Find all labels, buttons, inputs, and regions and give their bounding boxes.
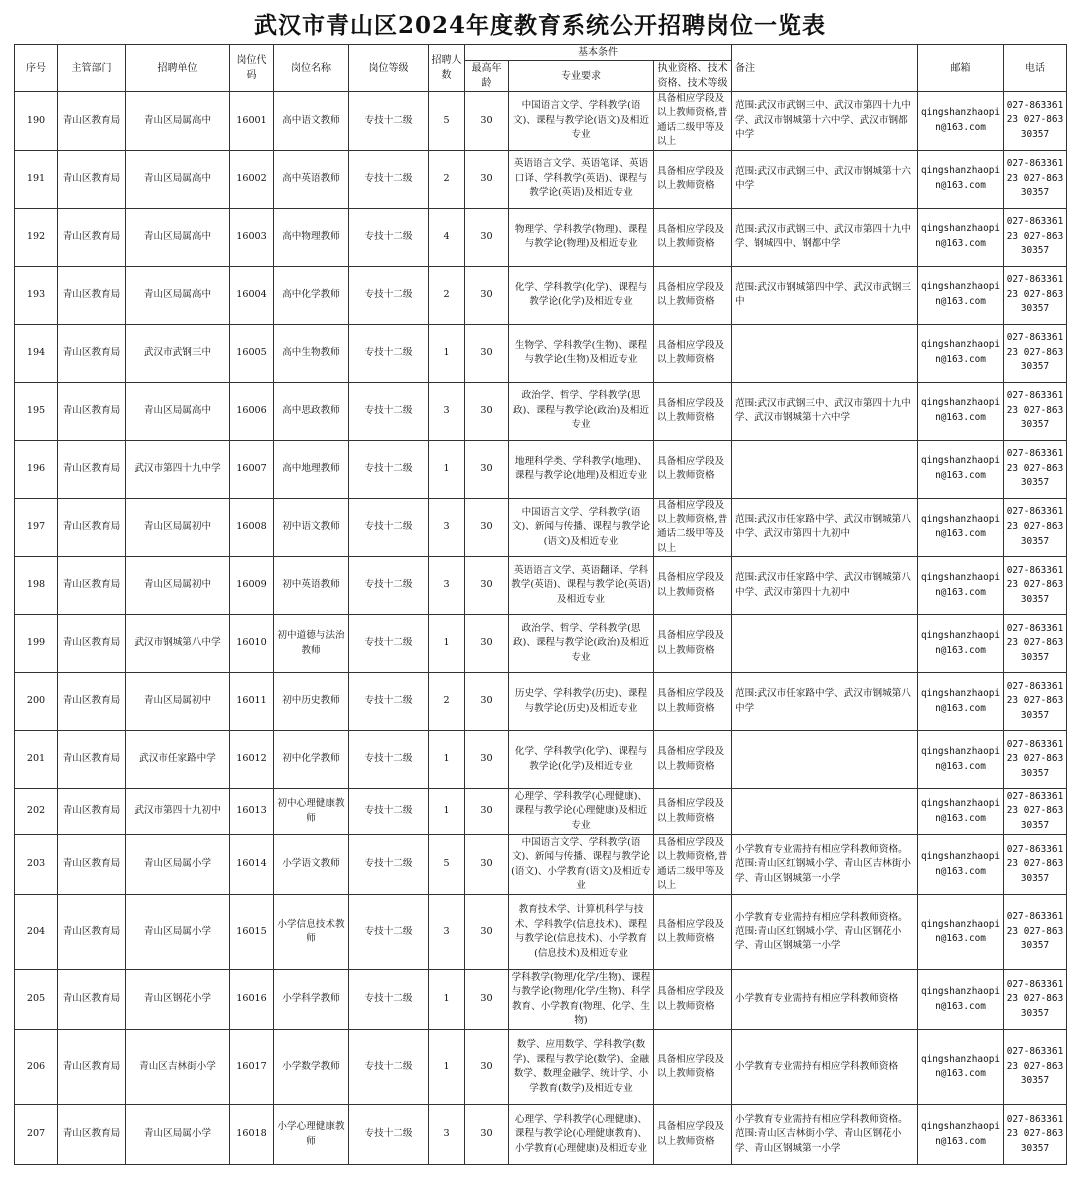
- cell-note: 范围:武汉市任家路中学、武汉市钢城第八中学: [732, 673, 918, 731]
- cell-unit: 青山区吉林街小学: [126, 1030, 230, 1105]
- cell-qual: 具备相应学段及以上教师资格: [654, 557, 732, 615]
- header-qual: 执业资格、技术资格、技术等级: [654, 61, 732, 92]
- cell-email: qingshanzhaopin@163.com: [918, 1105, 1004, 1165]
- header-basic: 基本条件: [465, 45, 732, 61]
- cell-email: qingshanzhaopin@163.com: [918, 673, 1004, 731]
- header-dept: 主管部门: [58, 45, 126, 92]
- table-row: [15, 92, 1067, 151]
- table-row: [15, 266, 1067, 324]
- header-note: 备注: [732, 45, 918, 92]
- cell-post: 高中物理教师: [274, 208, 349, 266]
- cell-dept: 青山区教育局: [58, 1030, 126, 1105]
- cell-dept: 青山区教育局: [58, 1105, 126, 1165]
- cell-email: qingshanzhaopin@163.com: [918, 970, 1004, 1030]
- cell-qual: 具备相应学段及以上教师资格: [654, 615, 732, 673]
- cell-count: 1: [429, 1030, 465, 1105]
- table-row: [15, 557, 1067, 615]
- cell-seq: 196: [15, 440, 58, 498]
- header-phone: 电话: [1004, 45, 1067, 92]
- cell-note: 小学教育专业需持有相应学科教师资格。范围:青山区吉林街小学、青山区钢花小学、青山区钢城第一小学: [732, 1105, 918, 1165]
- header-email: 邮箱: [918, 45, 1004, 92]
- cell-major: 化学、学科教学(化学)、课程与教学论(化学)及相近专业: [509, 266, 654, 324]
- cell-major: 教育技术学、计算机科学与技术、学科教学(信息技术)、课程与教学论(信息技术)、小学教育(信息技术)及相近专业: [509, 895, 654, 970]
- cell-major: 地理科学类、学科教学(地理)、课程与教学论(地理)及相近专业: [509, 440, 654, 498]
- cell-unit: 武汉市任家路中学: [126, 731, 230, 789]
- cell-email: qingshanzhaopin@163.com: [918, 498, 1004, 557]
- cell-seq: 194: [15, 324, 58, 382]
- cell-count: 2: [429, 266, 465, 324]
- cell-email: qingshanzhaopin@163.com: [918, 324, 1004, 382]
- cell-post: 小学科学教师: [274, 970, 349, 1030]
- cell-unit: 青山区局属高中: [126, 208, 230, 266]
- cell-note: [732, 789, 918, 835]
- table-row: [15, 208, 1067, 266]
- table-row: [15, 731, 1067, 789]
- cell-seq: 193: [15, 266, 58, 324]
- table-header: [15, 45, 1067, 92]
- cell-post: 高中地理教师: [274, 440, 349, 498]
- cell-count: 1: [429, 440, 465, 498]
- document-title: 武汉市青山区2024年度教育系统公开招聘岗位一览表: [253, 12, 826, 39]
- cell-post: 初中心理健康教师: [274, 789, 349, 835]
- cell-age: 30: [465, 498, 509, 557]
- cell-email: qingshanzhaopin@163.com: [918, 835, 1004, 895]
- cell-seq: 197: [15, 498, 58, 557]
- cell-email: qingshanzhaopin@163.com: [918, 208, 1004, 266]
- table-row: [15, 324, 1067, 382]
- table-row: [15, 673, 1067, 731]
- cell-email: qingshanzhaopin@163.com: [918, 382, 1004, 440]
- cell-level: 专技十二级: [349, 266, 429, 324]
- cell-note: [732, 324, 918, 382]
- table-row: [15, 498, 1067, 557]
- cell-note: 范围:武汉市武钢三中、武汉市钢城第十六中学: [732, 150, 918, 208]
- table-body: [15, 92, 1067, 1165]
- cell-level: 专技十二级: [349, 789, 429, 835]
- cell-age: 30: [465, 673, 509, 731]
- cell-phone: 027-86336123 027-86330357: [1004, 1030, 1067, 1105]
- cell-major: 政治学、哲学、学科教学(思政)、课程与教学论(政治)及相近专业: [509, 615, 654, 673]
- cell-dept: 青山区教育局: [58, 673, 126, 731]
- cell-code: 16013: [230, 789, 274, 835]
- cell-seq: 199: [15, 615, 58, 673]
- cell-note: 范围:武汉市武钢三中、武汉市第四十九中学、武汉市钢城第十六中学、武汉市钢都中学: [732, 92, 918, 151]
- cell-major: 中国语言文学、学科教学(语文)、新闻与传播、课程与教学论(语文)及相近专业: [509, 498, 654, 557]
- cell-level: 专技十二级: [349, 1030, 429, 1105]
- cell-phone: 027-86336123 027-86330357: [1004, 324, 1067, 382]
- cell-major: 中国语言文学、学科教学(语文)、新闻与传播、课程与教学论(语文)、小学教育(语文)及相近专业: [509, 835, 654, 895]
- cell-post: 初中道德与法治教师: [274, 615, 349, 673]
- cell-age: 30: [465, 895, 509, 970]
- cell-note: [732, 615, 918, 673]
- table-row: [15, 615, 1067, 673]
- cell-dept: 青山区教育局: [58, 440, 126, 498]
- cell-email: qingshanzhaopin@163.com: [918, 615, 1004, 673]
- cell-dept: 青山区教育局: [58, 970, 126, 1030]
- header-unit: 招聘单位: [126, 45, 230, 92]
- cell-phone: 027-86336123 027-86330357: [1004, 208, 1067, 266]
- cell-unit: 青山区局属小学: [126, 1105, 230, 1165]
- cell-age: 30: [465, 615, 509, 673]
- cell-count: 2: [429, 150, 465, 208]
- cell-count: 1: [429, 731, 465, 789]
- cell-major: 心理学、学科教学(心理健康)、课程与教学论(心理健康教育)、小学教育(心理健康)及相近专业: [509, 1105, 654, 1165]
- cell-dept: 青山区教育局: [58, 382, 126, 440]
- cell-level: 专技十二级: [349, 382, 429, 440]
- cell-code: 16014: [230, 835, 274, 895]
- cell-qual: 具备相应学段及以上教师资格: [654, 789, 732, 835]
- cell-unit: 武汉市第四十九初中: [126, 789, 230, 835]
- cell-unit: 青山区局属高中: [126, 150, 230, 208]
- cell-age: 30: [465, 970, 509, 1030]
- cell-email: qingshanzhaopin@163.com: [918, 557, 1004, 615]
- cell-post: 初中语文教师: [274, 498, 349, 557]
- cell-seq: 198: [15, 557, 58, 615]
- cell-level: 专技十二级: [349, 324, 429, 382]
- cell-email: qingshanzhaopin@163.com: [918, 266, 1004, 324]
- cell-level: 专技十二级: [349, 1105, 429, 1165]
- header-major: 专业要求: [509, 61, 654, 92]
- cell-count: 3: [429, 557, 465, 615]
- cell-unit: 青山区局属初中: [126, 498, 230, 557]
- cell-level: 专技十二级: [349, 150, 429, 208]
- cell-count: 3: [429, 895, 465, 970]
- cell-post: 高中化学教师: [274, 266, 349, 324]
- cell-level: 专技十二级: [349, 498, 429, 557]
- cell-age: 30: [465, 835, 509, 895]
- cell-count: 2: [429, 673, 465, 731]
- cell-phone: 027-86336123 027-86330357: [1004, 382, 1067, 440]
- cell-count: 1: [429, 615, 465, 673]
- table-row: [15, 789, 1067, 835]
- cell-count: 3: [429, 382, 465, 440]
- cell-code: 16018: [230, 1105, 274, 1165]
- cell-note: 小学教育专业需持有相应学科教师资格。范围:青山区红钢城小学、青山区钢花小学、青山区钢城第一小学: [732, 895, 918, 970]
- cell-unit: 青山区局属初中: [126, 557, 230, 615]
- cell-code: 16016: [230, 970, 274, 1030]
- cell-seq: 205: [15, 970, 58, 1030]
- cell-email: qingshanzhaopin@163.com: [918, 895, 1004, 970]
- cell-qual: 具备相应学段及以上教师资格,普通话二级甲等及以上: [654, 92, 732, 151]
- cell-qual: 具备相应学段及以上教师资格,普通话二级甲等及以上: [654, 498, 732, 557]
- cell-dept: 青山区教育局: [58, 324, 126, 382]
- cell-note: 范围:武汉市任家路中学、武汉市钢城第八中学、武汉市第四十九初中: [732, 498, 918, 557]
- cell-code: 16009: [230, 557, 274, 615]
- cell-post: 高中思政教师: [274, 382, 349, 440]
- cell-level: 专技十二级: [349, 557, 429, 615]
- table-row: [15, 440, 1067, 498]
- cell-post: 高中英语教师: [274, 150, 349, 208]
- cell-qual: 具备相应学段及以上教师资格: [654, 324, 732, 382]
- cell-level: 专技十二级: [349, 835, 429, 895]
- cell-dept: 青山区教育局: [58, 731, 126, 789]
- header-post: 岗位名称: [274, 45, 349, 92]
- cell-count: 1: [429, 789, 465, 835]
- cell-count: 5: [429, 835, 465, 895]
- cell-level: 专技十二级: [349, 970, 429, 1030]
- cell-code: 16007: [230, 440, 274, 498]
- cell-dept: 青山区教育局: [58, 835, 126, 895]
- cell-unit: 武汉市武钢三中: [126, 324, 230, 382]
- cell-major: 数学、应用数学、学科教学(数学)、课程与教学论(数学)、金融数学、数理金融学、统计学、小学教育(数学)及相近专业: [509, 1030, 654, 1105]
- cell-seq: 195: [15, 382, 58, 440]
- cell-seq: 201: [15, 731, 58, 789]
- cell-code: 16003: [230, 208, 274, 266]
- table-row: [15, 835, 1067, 895]
- cell-note: 范围:武汉市任家路中学、武汉市钢城第八中学、武汉市第四十九初中: [732, 557, 918, 615]
- header-count: 招聘人数: [429, 45, 465, 92]
- cell-note: 小学教育专业需持有相应学科教师资格: [732, 970, 918, 1030]
- cell-count: 1: [429, 324, 465, 382]
- cell-level: 专技十二级: [349, 895, 429, 970]
- cell-unit: 青山区局属小学: [126, 835, 230, 895]
- cell-dept: 青山区教育局: [58, 615, 126, 673]
- cell-post: 高中语文教师: [274, 92, 349, 151]
- cell-qual: 具备相应学段及以上教师资格: [654, 266, 732, 324]
- cell-unit: 青山区局属高中: [126, 92, 230, 151]
- cell-dept: 青山区教育局: [58, 208, 126, 266]
- cell-note: [732, 440, 918, 498]
- cell-major: 英语语言文学、英语笔译、英语口译、学科教学(英语)、课程与教学论(英语)及相近专业: [509, 150, 654, 208]
- header-seq: 序号: [15, 45, 58, 92]
- cell-email: qingshanzhaopin@163.com: [918, 150, 1004, 208]
- cell-code: 16006: [230, 382, 274, 440]
- cell-unit: 武汉市钢城第八中学: [126, 615, 230, 673]
- cell-unit: 青山区局属初中: [126, 673, 230, 731]
- recruitment-table: [14, 44, 1067, 1165]
- cell-seq: 202: [15, 789, 58, 835]
- cell-email: qingshanzhaopin@163.com: [918, 1030, 1004, 1105]
- cell-level: 专技十二级: [349, 208, 429, 266]
- cell-phone: 027-86336123 027-86330357: [1004, 1105, 1067, 1165]
- table-row: [15, 1105, 1067, 1165]
- cell-code: 16017: [230, 1030, 274, 1105]
- cell-phone: 027-86336123 027-86330357: [1004, 835, 1067, 895]
- cell-level: 专技十二级: [349, 673, 429, 731]
- cell-level: 专技十二级: [349, 615, 429, 673]
- cell-post: 初中英语教师: [274, 557, 349, 615]
- cell-dept: 青山区教育局: [58, 498, 126, 557]
- cell-phone: 027-86336123 027-86330357: [1004, 970, 1067, 1030]
- cell-note: 小学教育专业需持有相应学科教师资格: [732, 1030, 918, 1105]
- cell-qual: 具备相应学段及以上教师资格: [654, 1105, 732, 1165]
- cell-phone: 027-86336123 027-86330357: [1004, 731, 1067, 789]
- cell-note: 范围:武汉市武钢三中、武汉市第四十九中学、钢城四中、钢都中学: [732, 208, 918, 266]
- cell-post: 高中生物教师: [274, 324, 349, 382]
- cell-post: 小学语文教师: [274, 835, 349, 895]
- cell-post: 小学数学教师: [274, 1030, 349, 1105]
- cell-seq: 207: [15, 1105, 58, 1165]
- cell-level: 专技十二级: [349, 440, 429, 498]
- cell-qual: 具备相应学段及以上教师资格: [654, 731, 732, 789]
- cell-dept: 青山区教育局: [58, 266, 126, 324]
- cell-age: 30: [465, 1105, 509, 1165]
- header-level: 岗位等级: [349, 45, 429, 92]
- cell-dept: 青山区教育局: [58, 789, 126, 835]
- cell-age: 30: [465, 557, 509, 615]
- cell-phone: 027-86336123 027-86330357: [1004, 440, 1067, 498]
- cell-unit: 武汉市第四十九中学: [126, 440, 230, 498]
- cell-dept: 青山区教育局: [58, 557, 126, 615]
- table-row: [15, 1030, 1067, 1105]
- cell-code: 16005: [230, 324, 274, 382]
- cell-dept: 青山区教育局: [58, 150, 126, 208]
- header-age: 最高年龄: [465, 61, 509, 92]
- cell-age: 30: [465, 92, 509, 151]
- cell-email: qingshanzhaopin@163.com: [918, 789, 1004, 835]
- table-row: [15, 970, 1067, 1030]
- cell-age: 30: [465, 150, 509, 208]
- cell-phone: 027-86336123 027-86330357: [1004, 615, 1067, 673]
- cell-major: 生物学、学科教学(生物)、课程与教学论(生物)及相近专业: [509, 324, 654, 382]
- cell-phone: 027-86336123 027-86330357: [1004, 673, 1067, 731]
- cell-major: 物理学、学科教学(物理)、课程与教学论(物理)及相近专业: [509, 208, 654, 266]
- cell-count: 1: [429, 970, 465, 1030]
- cell-email: qingshanzhaopin@163.com: [918, 440, 1004, 498]
- cell-seq: 190: [15, 92, 58, 151]
- cell-unit: 青山区局属小学: [126, 895, 230, 970]
- cell-code: 16012: [230, 731, 274, 789]
- cell-code: 16008: [230, 498, 274, 557]
- cell-seq: 206: [15, 1030, 58, 1105]
- cell-qual: 具备相应学段及以上教师资格,普通话二级甲等及以上: [654, 835, 732, 895]
- cell-phone: 027-86336123 027-86330357: [1004, 150, 1067, 208]
- cell-code: 16001: [230, 92, 274, 151]
- cell-qual: 具备相应学段及以上教师资格: [654, 440, 732, 498]
- cell-unit: 青山区局属高中: [126, 382, 230, 440]
- cell-major: 化学、学科教学(化学)、课程与教学论(化学)及相近专业: [509, 731, 654, 789]
- cell-seq: 203: [15, 835, 58, 895]
- cell-unit: 青山区钢花小学: [126, 970, 230, 1030]
- cell-age: 30: [465, 789, 509, 835]
- cell-note: 小学教育专业需持有相应学科教师资格。范围:青山区红钢城小学、青山区吉林街小学、青山区钢城第一小学: [732, 835, 918, 895]
- table-row: [15, 895, 1067, 970]
- cell-code: 16004: [230, 266, 274, 324]
- cell-major: 中国语言文学、学科教学(语文)、课程与教学论(语文)及相近专业: [509, 92, 654, 151]
- cell-qual: 具备相应学段及以上教师资格: [654, 382, 732, 440]
- cell-email: qingshanzhaopin@163.com: [918, 92, 1004, 151]
- cell-seq: 191: [15, 150, 58, 208]
- cell-code: 16015: [230, 895, 274, 970]
- cell-major: 学科教学(物理/化学/生物)、课程与教学论(物理/化学/生物)、科学教育、小学教育(物理、化学、生物): [509, 970, 654, 1030]
- cell-code: 16010: [230, 615, 274, 673]
- cell-age: 30: [465, 440, 509, 498]
- cell-post: 小学心理健康教师: [274, 1105, 349, 1165]
- cell-seq: 200: [15, 673, 58, 731]
- cell-major: 英语语言文学、英语翻译、学科教学(英语)、课程与教学论(英语)及相近专业: [509, 557, 654, 615]
- cell-code: 16011: [230, 673, 274, 731]
- cell-note: 范围:武汉市武钢三中、武汉市第四十九中学、武汉市钢城第十六中学: [732, 382, 918, 440]
- cell-phone: 027-86336123 027-86330357: [1004, 266, 1067, 324]
- table-row: [15, 150, 1067, 208]
- cell-post: 小学信息技术教师: [274, 895, 349, 970]
- cell-seq: 204: [15, 895, 58, 970]
- cell-count: 4: [429, 208, 465, 266]
- cell-note: 范围:武汉市钢城第四中学、武汉市武钢三中: [732, 266, 918, 324]
- cell-post: 初中化学教师: [274, 731, 349, 789]
- cell-age: 30: [465, 1030, 509, 1105]
- cell-major: 历史学、学科教学(历史)、课程与教学论(历史)及相近专业: [509, 673, 654, 731]
- cell-dept: 青山区教育局: [58, 92, 126, 151]
- cell-phone: 027-86336123 027-86330357: [1004, 895, 1067, 970]
- cell-dept: 青山区教育局: [58, 895, 126, 970]
- cell-age: 30: [465, 266, 509, 324]
- cell-count: 3: [429, 1105, 465, 1165]
- cell-count: 3: [429, 498, 465, 557]
- cell-level: 专技十二级: [349, 92, 429, 151]
- cell-phone: 027-86336123 027-86330357: [1004, 789, 1067, 835]
- cell-level: 专技十二级: [349, 731, 429, 789]
- cell-age: 30: [465, 731, 509, 789]
- cell-seq: 192: [15, 208, 58, 266]
- cell-age: 30: [465, 208, 509, 266]
- cell-phone: 027-86336123 027-86330357: [1004, 92, 1067, 151]
- cell-email: qingshanzhaopin@163.com: [918, 731, 1004, 789]
- cell-post: 初中历史教师: [274, 673, 349, 731]
- cell-qual: 具备相应学段及以上教师资格: [654, 150, 732, 208]
- table-row: [15, 382, 1067, 440]
- cell-qual: 具备相应学段及以上教师资格: [654, 208, 732, 266]
- cell-code: 16002: [230, 150, 274, 208]
- cell-qual: 具备相应学段及以上教师资格: [654, 673, 732, 731]
- cell-qual: 具备相应学段及以上教师资格: [654, 1030, 732, 1105]
- cell-count: 5: [429, 92, 465, 151]
- cell-unit: 青山区局属高中: [126, 266, 230, 324]
- cell-major: 政治学、哲学、学科教学(思政)、课程与教学论(政治)及相近专业: [509, 382, 654, 440]
- cell-phone: 027-86336123 027-86330357: [1004, 498, 1067, 557]
- cell-note: [732, 731, 918, 789]
- cell-age: 30: [465, 324, 509, 382]
- cell-qual: 具备相应学段及以上教师资格: [654, 895, 732, 970]
- cell-phone: 027-86336123 027-86330357: [1004, 557, 1067, 615]
- header-code: 岗位代码: [230, 45, 274, 92]
- cell-age: 30: [465, 382, 509, 440]
- cell-qual: 具备相应学段及以上教师资格: [654, 970, 732, 1030]
- cell-major: 心理学、学科教学(心理健康)、课程与教学论(心理健康)及相近专业: [509, 789, 654, 835]
